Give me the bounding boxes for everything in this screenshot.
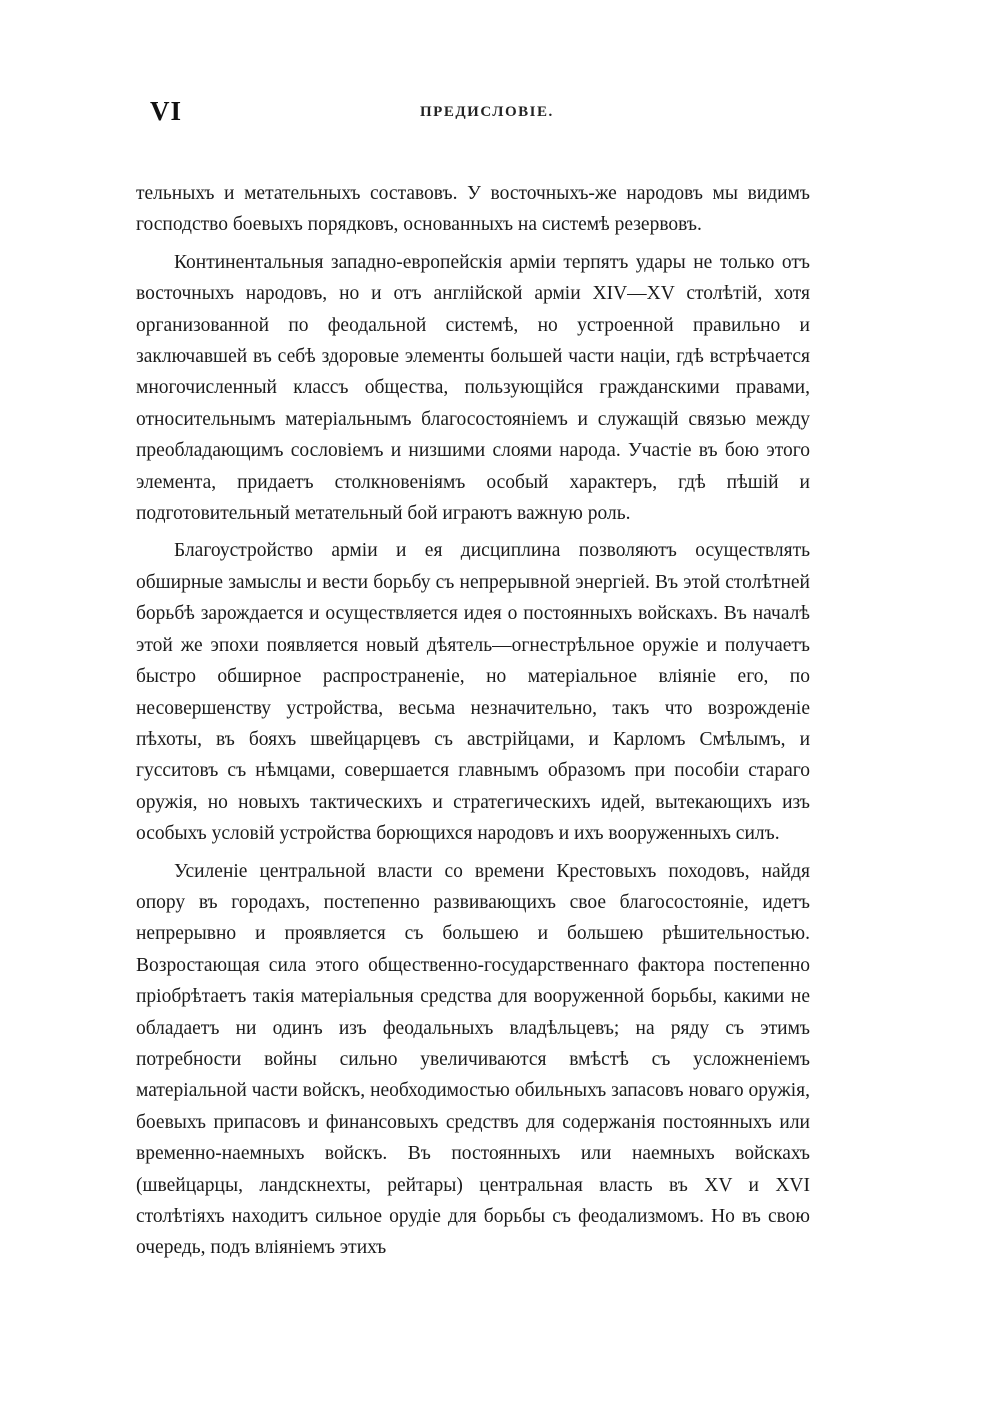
paragraph-1: тельныхъ и метательныхъ составовъ. У восточныхъ-же народовъ мы видимъ господство боевыхъ порядковъ, основанныхъ на системѣ резервовъ. (136, 183, 810, 236)
page-header (150, 96, 850, 136)
running-title: ПРЕДИСЛОВІЕ. (420, 104, 554, 120)
paragraph-3: Благоустройство арміи и ея дисциплина позволяютъ осуществлять обширные замыслы и вести борьбу съ непрерывной энергіей. Въ этой столѣтней борьбѣ зарождается и осуществляется идея о постоянныхъ войскахъ. Въ началѣ этой же эпохи появляется новый дѣятель—огнестрѣльное оружіе и получаетъ быстро обширное распространеніе, но матеріальное вліяніе его, по несовершенству устройства, весьма незначительно, такъ что возрожденіе пѣхоты, въ бояхъ швейцарцевъ съ австрійцами, и Карломъ Смѣлымъ, и гусситовъ съ нѣмцами, совершается главнымъ образомъ при пособіи стараго оружія, но новыхъ тактическихъ и стратегическихъ идей, вытекающихъ изъ особыхъ условій устройства борющихся народовъ и ихъ вооруженныхъ силъ. (136, 540, 810, 845)
paragraph-2: Континентальныя западно-европейскія арміи терпятъ удары не только отъ восточныхъ народовъ, но и отъ англійской арміи XIV—XV столѣтій, хотя организованной по феодальной системѣ, но устроенной правильно и заключавшей въ себѣ здоровые элементы большей части націи, гдѣ встрѣчается многочисленный классъ общества, пользующійся гражданскими правами, относительнымъ матеріальнымъ благосостояніемъ и служащій связью между преобладающимъ сословіемъ и низшими слоями народа. Участіе въ бою этого элемента, придаетъ столкновеніямъ особый характеръ, гдѣ пѣшій и подготовительный метательный бой играютъ важную роль. (136, 251, 810, 525)
page-number: VI (150, 96, 183, 126)
paragraph-4: Усиленіе центральной власти со времени Крестовыхъ походовъ, найдя опору въ городахъ, постепенно развивающихъ свое благосостояніе, идетъ непрерывно и проявляется съ большею и большею рѣшительностью. Возростающая сила этого общественно-государственнаго фактора постепенно пріобрѣтаетъ такія матеріальныя средства для вооруженной борьбы, какими не обладаетъ ни одинъ изъ феодальныхъ владѣльцевъ; на ряду съ этимъ потребности войны сильно увеличиваются вмѣстѣ съ усложненіемъ матеріальной части войскъ, необходимостью обильныхъ запасовъ новаго оружія, боевыхъ припасовъ и финансовыхъ средствъ для содержанія постоянныхъ или временно-наемныхъ войскъ. Въ постоянныхъ или наемныхъ войскахъ (швейцарцы, ландскнехты, рейтары) центральная власть въ XV и XVI столѣтіяхъ находитъ сильное орудіе для борьбы съ феодализмомъ. Но въ свою очередь, подъ вліяніемъ этихъ (136, 860, 810, 1259)
body-text (136, 178, 810, 1264)
